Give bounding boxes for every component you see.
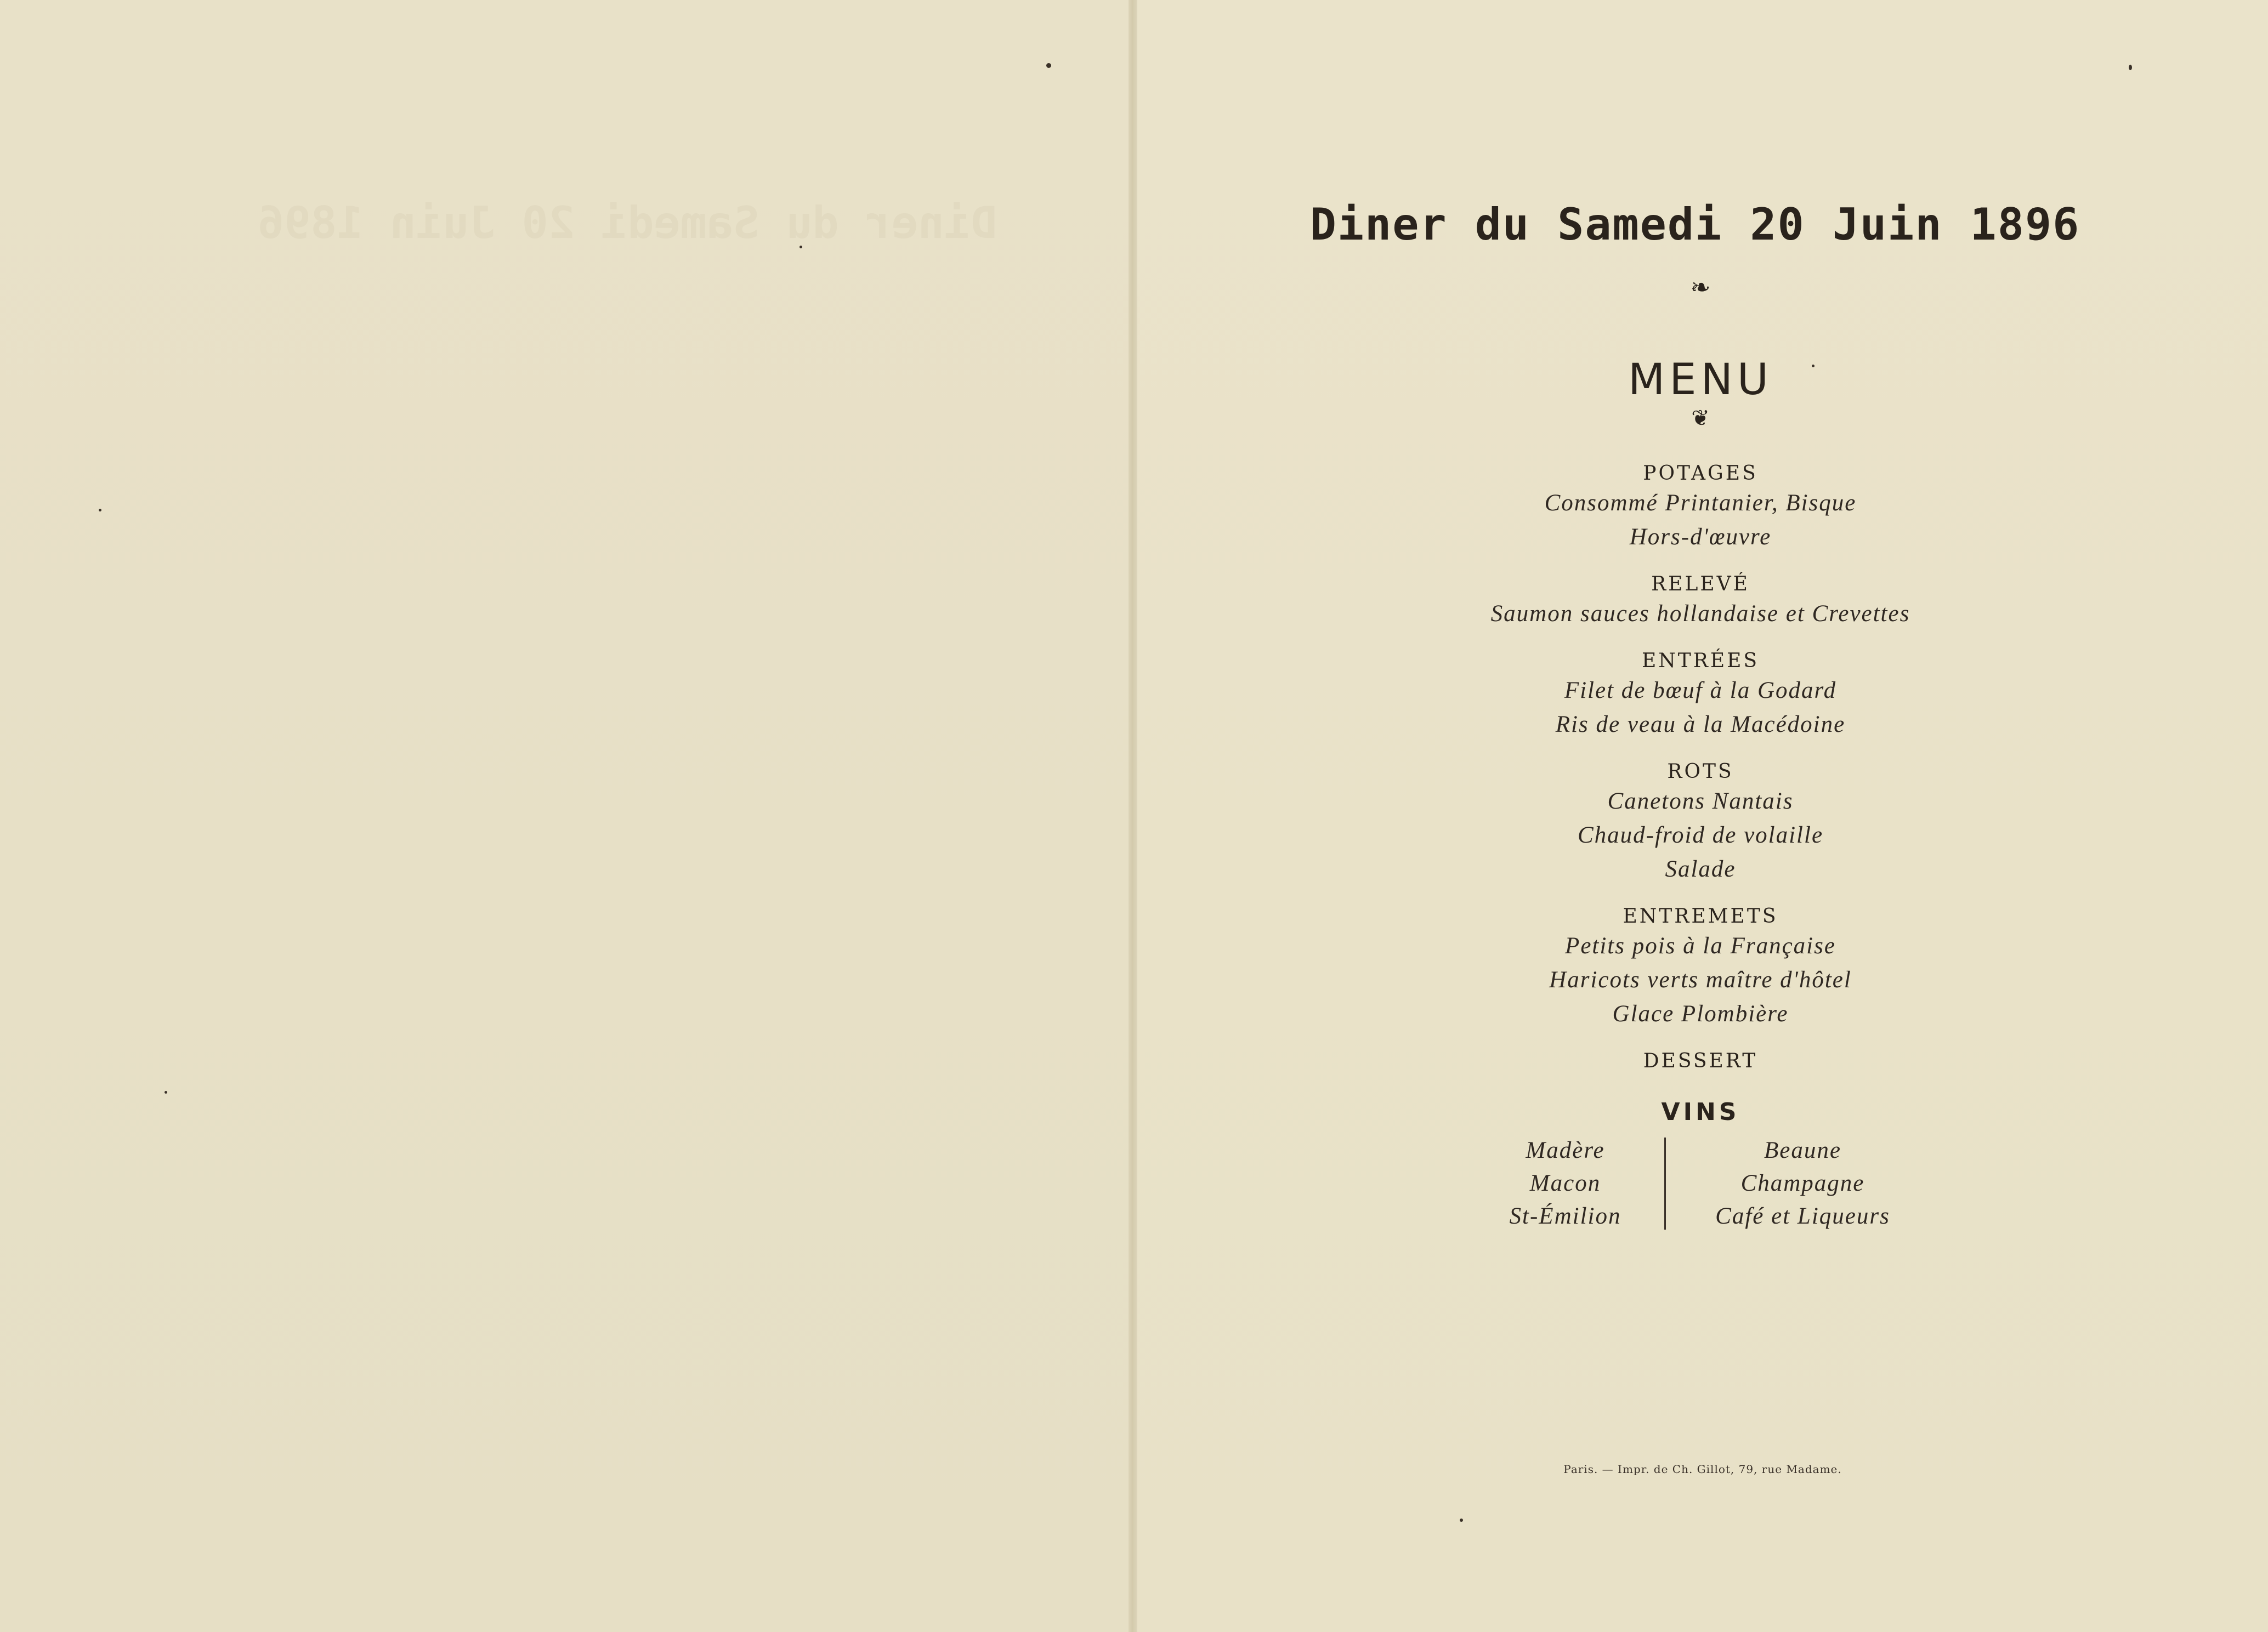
course-title: RELEVÉ <box>1651 573 1750 595</box>
leaf-ornament-icon: ❧ <box>1690 274 1711 302</box>
course-entremets <box>1135 904 2266 1031</box>
wine-column-left <box>1483 1134 1648 1233</box>
wine-item: Macon <box>1529 1170 1601 1196</box>
dish: Chaud-froid de volaille <box>1577 822 1824 848</box>
floral-ornament-icon: ❦ <box>1691 406 1710 431</box>
show-through-title <box>258 197 997 248</box>
dish: Petits pois à la Française <box>1565 933 1836 959</box>
wine-item: Café et Liqueurs <box>1715 1203 1890 1229</box>
dish: Haricots verts maître d'hôtel <box>1549 967 1852 993</box>
paper-speck <box>1460 1519 1463 1522</box>
right-page <box>1137 0 2268 1632</box>
dish: Glace Plombière <box>1612 1001 1789 1027</box>
left-page <box>0 0 1129 1632</box>
dish: Ris de veau à la Macédoine <box>1555 712 1846 737</box>
course-rots <box>1135 759 2266 886</box>
wine-list <box>1135 1134 2266 1233</box>
menu-content <box>1135 197 2266 1233</box>
printer-imprint: Paris. — Impr. de Ch. Gillot, 79, rue Madame. <box>1563 1463 1842 1476</box>
paper-speck <box>2129 65 2132 70</box>
paper-speck <box>165 1091 167 1094</box>
dish: Hors-d'œuvre <box>1629 524 1772 550</box>
wine-item: Beaune <box>1764 1138 1841 1163</box>
course-entrees <box>1135 649 2266 742</box>
course-title: ENTRÉES <box>1641 650 1760 672</box>
course-title: ENTREMETS <box>1623 905 1778 928</box>
dish: Saumon sauces hollandaise et Crevettes <box>1490 601 1910 627</box>
wines-heading: VINS <box>1661 1098 1740 1126</box>
course-dessert <box>1135 1049 2266 1074</box>
wine-item: St-Émilion <box>1509 1203 1621 1229</box>
dish: Salade <box>1665 856 1736 882</box>
menu-heading: MENU <box>1628 355 1773 405</box>
wine-divider <box>1664 1138 1671 1230</box>
course-potages <box>1135 461 2266 554</box>
dish: Consommé Printanier, Bisque <box>1544 490 1857 516</box>
dish: Filet de bœuf à la Godard <box>1564 678 1837 703</box>
wine-column-right <box>1688 1134 1918 1233</box>
paper-speck <box>99 509 101 511</box>
course-title: POTAGES <box>1643 462 1758 485</box>
course-title: DESSERT <box>1643 1050 1758 1072</box>
course-releve <box>1135 572 2266 631</box>
wine-item: Champagne <box>1740 1170 1865 1196</box>
dinner-title: Diner du Samedi 20 Juin 1896 <box>1309 199 2080 250</box>
paper-speck <box>1046 63 1051 68</box>
course-title: ROTS <box>1667 760 1734 783</box>
dish: Canetons Nantais <box>1607 788 1794 814</box>
wine-item: Madère <box>1526 1138 1605 1163</box>
paper-speck <box>800 246 802 248</box>
